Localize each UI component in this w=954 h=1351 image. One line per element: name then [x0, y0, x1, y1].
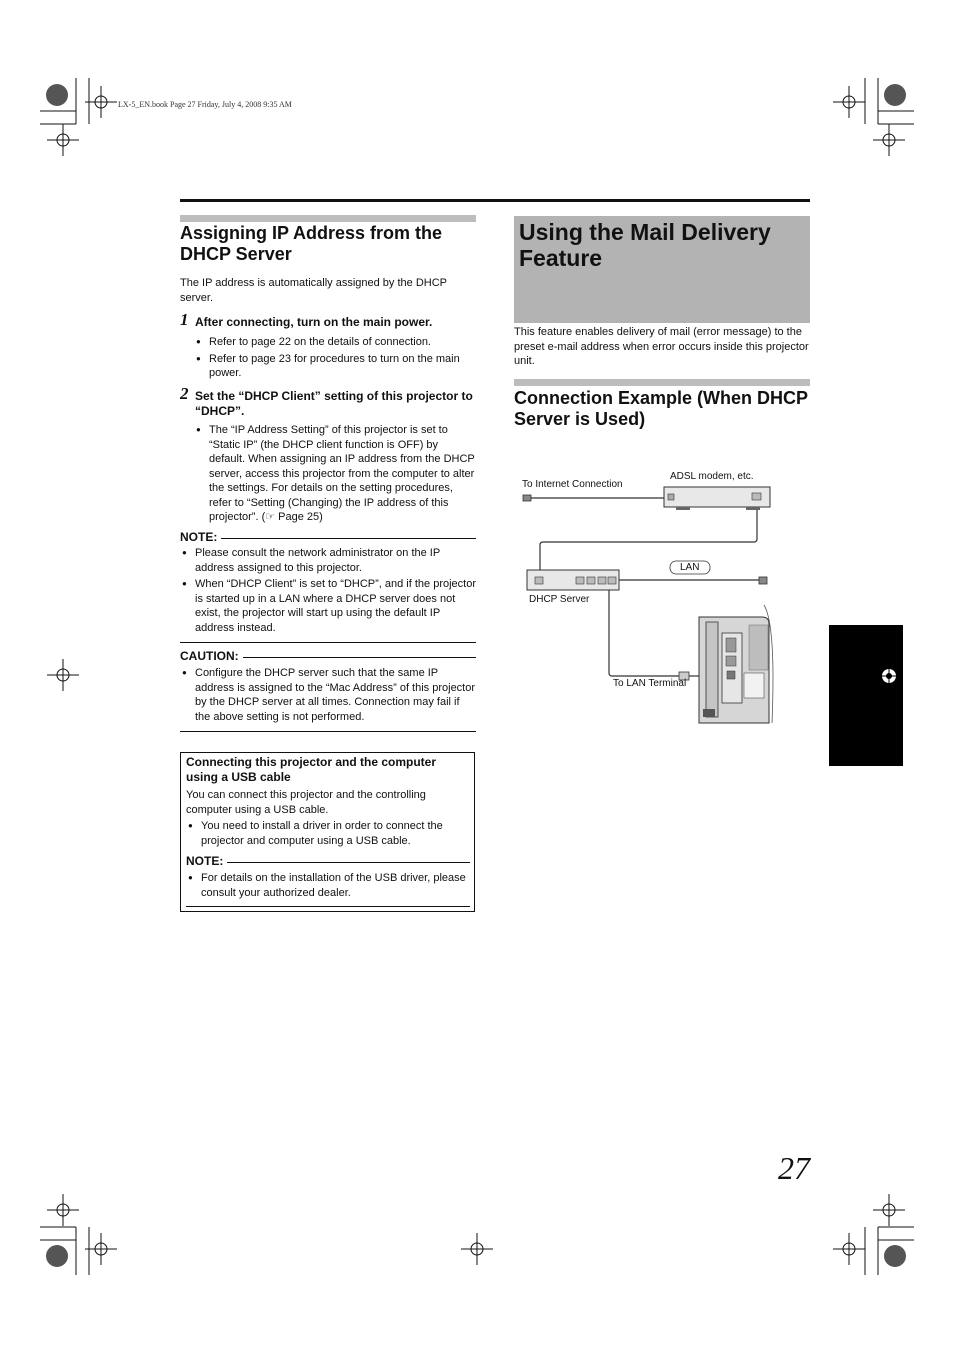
page-number: 27	[778, 1150, 810, 1186]
mail-intro-text: This feature enables delivery of mail (error message) to the preset e-mail address when error occurs inside this projector unit.	[514, 326, 809, 367]
list-item: ● You need to install a driver in order to connect the projector and computer using a USB cable.	[188, 819, 469, 848]
caution-label: CAUTION:	[180, 649, 239, 663]
list-item: ● For details on the installation of the USB driver, please consult your authorized dealer.	[188, 871, 469, 900]
print-header: LX-5_EN.book Page 27 Friday, July 4, 2008 9:35 AM	[118, 100, 292, 109]
note-label: NOTE:	[186, 854, 224, 868]
lan-terminal-label: To LAN Terminal	[613, 678, 687, 689]
mail-feature-banner	[514, 216, 810, 323]
usb-box-bullets	[188, 819, 469, 850]
section-bar	[514, 379, 810, 386]
dhcp-server-label: DHCP Server	[529, 594, 590, 605]
caution-header	[180, 649, 476, 663]
lan-label: LAN	[680, 562, 700, 573]
usb-box-title: Connecting this projector and the computer using a USB cable	[186, 755, 437, 784]
step-2-bullets	[196, 423, 476, 527]
tab-registration-mark	[879, 666, 899, 686]
connection-heading: Connection Example (When DHCP Server is Used)	[514, 388, 808, 429]
modem-device	[664, 487, 770, 510]
projector-device	[699, 605, 773, 723]
dhcp-server-device	[527, 570, 619, 590]
section-bar	[180, 215, 476, 222]
step-title: Set the “DHCP Client” setting of this projector to “DHCP”.	[195, 389, 473, 418]
usb-info-box	[180, 752, 475, 912]
list-item: ● Refer to page 22 on the details of connection.	[196, 335, 476, 350]
section-heading: Assigning IP Address from the DHCP Server	[180, 223, 443, 264]
note-bullets	[182, 546, 476, 637]
divider	[180, 731, 476, 732]
list-item: ● Refer to page 23 for procedures to turn on the main power.	[196, 352, 476, 381]
caution-bullets	[182, 666, 476, 726]
list-item: ● Please consult the network administrator on the IP address assigned to this projector.	[182, 546, 476, 575]
usb-note-bullets	[188, 871, 469, 902]
step-1	[180, 310, 476, 330]
intro-text: The IP address is automatically assigned by the DHCP server.	[180, 277, 447, 304]
step-number: 2	[180, 384, 189, 403]
step-2	[180, 384, 476, 419]
left-section	[180, 223, 476, 265]
note-header	[180, 530, 476, 544]
list-item: ● When “DHCP Client” is set to “DHCP”, and if the projector is started up in a LAN where a DHCP server does not exist, the projector will start up using the default IP address instead.	[182, 577, 476, 635]
page-title: Using the Mail Delivery Feature	[519, 219, 771, 271]
list-item: ● Configure the DHCP server such that the same IP address is assigned to the “Mac Address” of this projector by the DHCP server at all times. Connection may fail if the above setting is not performed.	[182, 666, 476, 724]
note-label: NOTE:	[180, 530, 218, 544]
chapter-tab	[829, 625, 903, 766]
divider	[186, 906, 470, 907]
internet-label: To Internet Connection	[522, 479, 623, 490]
top-rule	[180, 199, 810, 202]
divider	[180, 642, 476, 643]
step-number: 1	[180, 310, 189, 329]
usb-box-text: You can connect this projector and the controlling computer using a USB cable.	[186, 789, 426, 816]
step-1-bullets	[196, 335, 476, 383]
step-title: After connecting, turn on the main power.	[195, 315, 433, 329]
usb-note-header	[186, 854, 470, 868]
modem-label: ADSL modem, etc.	[670, 471, 754, 482]
list-item: ● The “IP Address Setting” of this projector is set to “Static IP” (the DHCP client function is OFF) by default. When assigning an IP address from the DHCP server, access this projector from the computer to alter the settings. For details on the setting procedures, refer to “Setting (Changing) the IP address of this projector”. (☞ Page 25)	[196, 423, 476, 525]
